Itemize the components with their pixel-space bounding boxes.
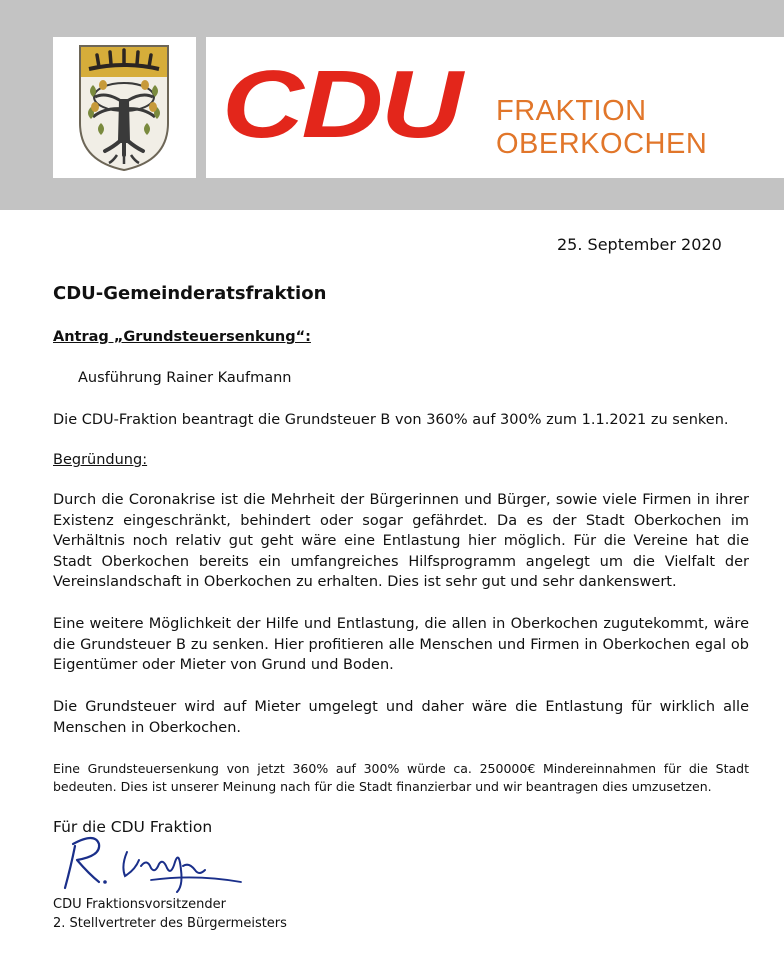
signature-icon bbox=[55, 830, 255, 896]
paragraph-mindereinnahmen: Eine Grundsteuersenkung von jetzt 360% auf 300% würde ca. 250000€ Mindereinnahmen für die Stadt bedeuten. Dies ist unserer Meinung nach für die Stadt finanzierbar und wir beantragen dies umzusetzen. bbox=[53, 761, 749, 794]
paragraph-entlastung: Eine weitere Möglichkeit der Hilfe und Entlastung, die allen in Oberkochen zugutekommt, wäre die Grundsteuer B zu senken. Hier profitieren alle Menschen und Firmen in Oberkochen egal ob Eigentümer oder Mieter von Grund und Boden. bbox=[53, 616, 749, 673]
cdu-logo-panel bbox=[206, 37, 784, 178]
oberkochen-coat-of-arms-icon bbox=[77, 43, 171, 173]
ausfuehrung-line: Ausführung Rainer Kaufmann bbox=[78, 370, 292, 386]
letterhead-band bbox=[0, 0, 784, 210]
fraktion-line-2: OBERKOCHEN bbox=[496, 128, 708, 160]
antrag-title: Antrag „Grundsteuersenkung“: bbox=[53, 329, 311, 345]
closing-line: Für die CDU Fraktion bbox=[53, 818, 213, 836]
signer-role-1: CDU Fraktionsvorsitzender bbox=[53, 897, 226, 912]
paragraph-coronakrise: Durch die Coronakrise ist die Mehrheit der Bürgerinnen und Bürger, sowie viele Firmen in ihrer Existenz eingeschränkt, behindert oder sogar gefährdet. Da es der Stadt Oberkochen im Verhältnis noch relativ gut geht wäre eine Entlastung hier möglich. Für die Vereine hat die Stadt Oberkochen bereits ein umfangreiches Hilfsprogramm angelegt um die Vielfalt der Vereinslandschaft in Oberkochen zu erhalten. Dies ist sehr gut und sehr dankenswert. bbox=[53, 492, 749, 590]
signer-role-2: 2. Stellvertreter des Bürgermeisters bbox=[53, 916, 287, 931]
begruendung-label: Begründung: bbox=[53, 452, 148, 468]
cdu-logo: CDU bbox=[222, 51, 461, 158]
paragraph-antrag: Die CDU-Fraktion beantragt die Grundsteuer B von 360% auf 300% zum 1.1.2021 zu senken. bbox=[53, 412, 729, 428]
letter-date: 25. September 2020 bbox=[557, 235, 722, 254]
letter-heading: CDU-Gemeinderatsfraktion bbox=[53, 283, 327, 304]
paragraph-mieter: Die Grundsteuer wird auf Mieter umgelegt und daher wäre die Entlastung für wirklich alle Menschen in Oberkochen. bbox=[53, 699, 749, 736]
crest-panel bbox=[53, 37, 196, 178]
fraktion-line-1: FRAKTION bbox=[496, 95, 647, 127]
fraktion-title bbox=[496, 95, 707, 161]
